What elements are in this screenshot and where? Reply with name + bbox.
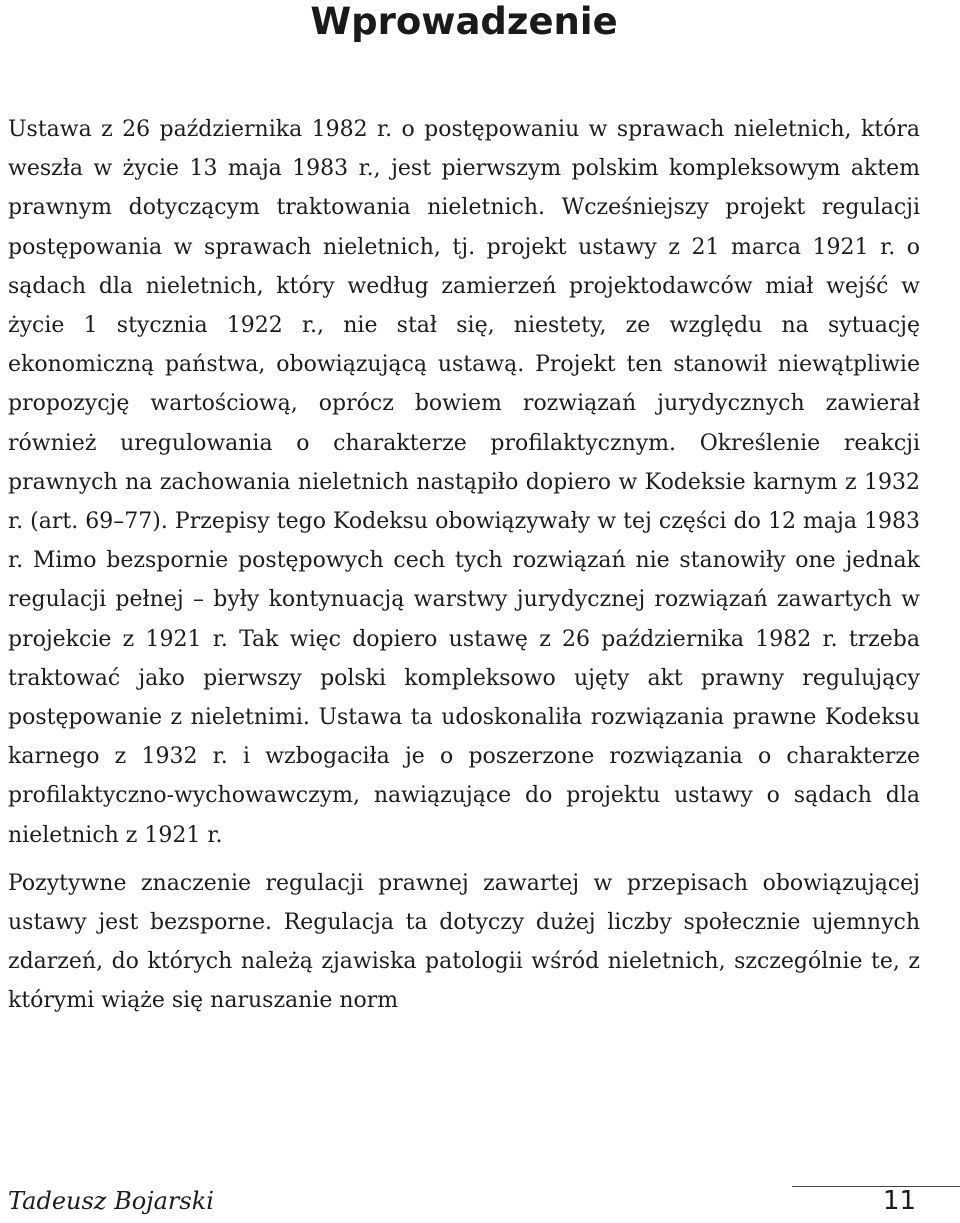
page-title: Wprowadzenie — [310, 0, 618, 43]
document-page — [8, 0, 920, 1223]
footer-author: Tadeusz Bojarski — [8, 1187, 214, 1215]
document-body — [8, 110, 920, 1021]
paragraph-2: Pozytywne znaczenie regulacji prawnej zawartej w przepisach obowiązującej ustawy jest bezsporne. Regulacja ta dotyczy dużej liczby społecznie ujemnych zdarzeń, do których należą zjawiska patologii wśród nieletnich, szczególnie te, z którymi wiąże się naruszanie norm — [8, 870, 920, 1014]
paragraph-1: Ustawa z 26 października 1982 r. o postępowaniu w sprawach nieletnich, która weszła w życie 13 maja 1983 r., jest pierwszym polskim kompleksowym aktem prawnym dotyczącym traktowania nieletnich. Wcześniejszy projekt regulacji postępowania w sprawach nieletnich, tj. projekt ustawy z 21 marca 1921 r. o sądach dla nieletnich, który według zamierzeń projektodawców miał wejść w życie 1 stycznia 1922 r., nie stał się, niestety, ze względu na sytuację ekonomiczną państwa, obowiązującą ustawą. Projekt ten stanowił niewątpliwie propozycję wartościową, oprócz bowiem rozwiązań jurydycznych zawierał również uregulowania o charakterze profilaktycznym. Określenie reakcji prawnych na zachowania nieletnich nastąpiło dopiero w Kodeksie karnym z 1932 r. (art. 69–77). Przepisy tego Kodeksu obowiązywały w tej części do 12 maja 1983 r. Mimo bezspornie postępowych cech tych rozwiązań nie stanowiły one jednak regulacji pełnej – były kontynuacją warstwy jurydycznej rozwiązań zawartych w projekcie z 1921 r. Tak więc dopiero ustawę z 26 października 1982 r. trzeba traktować jako pierwszy polski kompleksowo ujęty akt prawny regulujący postępowanie z nieletnimi. Ustawa ta udoskonaliła rozwiązania prawne Kodeksu karnego z 1932 r. i wzbogaciła je o poszerzone rozwiązania o charakterze profilaktyczno-wychowawczym, nawiązujące do projektu ustawy o sądach dla nieletnich z 1921 r. — [8, 117, 920, 848]
page-number: 11 — [882, 1186, 916, 1216]
footer-divider — [792, 1186, 960, 1187]
